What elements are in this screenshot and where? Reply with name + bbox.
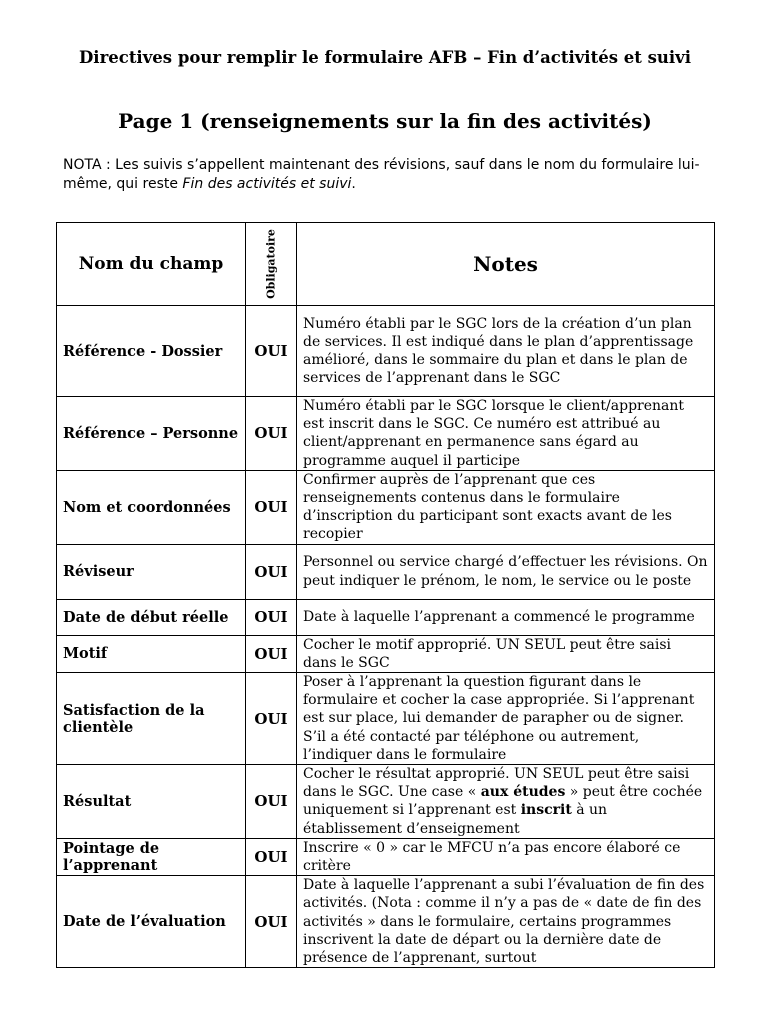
header-field-name: Nom du champ <box>57 223 246 306</box>
field-name: Référence - Dossier <box>57 306 246 397</box>
field-note: Inscrire « 0 » car le MFCU n’a pas encore élaboré ce critère <box>297 838 715 875</box>
field-note: Numéro établi par le SGC lorsque le client/apprenant est inscrit dans le SGC. Ce numéro est attribué au client/apprenant en permanence sans égard au programme auquel il participe <box>297 397 715 471</box>
mandatory-value: OUI <box>246 470 297 544</box>
field-note: Numéro établi par le SGC lors de la création d’un plan de services. Il est indiqué dans le plan d’apprentissage amélioré, dans le sommaire du plan et dans le plan de services de l’apprenant dans le SGC <box>297 306 715 397</box>
note-text: à un établissement d’enseignement <box>303 802 608 837</box>
note-text: Cocher le résultat approprié. UN SEUL peut être saisi dans le SGC. Une case « <box>303 766 690 801</box>
field-note: Personnel ou service chargé d’effectuer les révisions. On peut indiquer le prénom, le nom, le service ou le poste <box>297 544 715 599</box>
document-title: Directives pour remplir le formulaire AFB – Fin d’activités et suivi <box>79 48 691 67</box>
note-text: » peut être cochée uniquement si l’apprenant est <box>303 784 703 819</box>
nota-end: . <box>351 176 356 192</box>
field-name: Satisfaction de la clientèle <box>57 673 246 765</box>
mandatory-value: OUI <box>246 673 297 765</box>
table-row <box>57 838 715 875</box>
field-name: Motif <box>57 635 246 672</box>
field-note <box>297 765 715 839</box>
note-emphasis-etudes: aux études <box>480 784 566 801</box>
table-header-row <box>57 223 715 306</box>
mandatory-value: OUI <box>246 306 297 397</box>
table-row <box>57 599 715 635</box>
mandatory-value: OUI <box>246 635 297 672</box>
field-note: Cocher le motif approprié. UN SEUL peut être saisi dans le SGC <box>297 635 715 672</box>
note-emphasis-inscrit: inscrit <box>520 802 572 819</box>
mandatory-value: OUI <box>246 544 297 599</box>
field-name: Date de l’évaluation <box>57 876 246 968</box>
field-note: Date à laquelle l’apprenant a commencé le programme <box>297 599 715 635</box>
table-row <box>57 544 715 599</box>
table-row <box>57 673 715 765</box>
header-mandatory-label: Obligatoire <box>264 229 278 299</box>
table-row <box>57 765 715 839</box>
mandatory-value: OUI <box>246 599 297 635</box>
field-name: Résultat <box>57 765 246 839</box>
table-row <box>57 397 715 471</box>
table-row <box>57 876 715 968</box>
mandatory-value: OUI <box>246 876 297 968</box>
mandatory-value: OUI <box>246 397 297 471</box>
header-notes: Notes <box>297 223 715 306</box>
nota-text: NOTA : Les suivis s’appellent maintenant des révisions, sauf dans le nom du formulaire lui-même, qui reste <box>63 157 700 192</box>
nota-form-name: Fin des activités et suivi <box>182 176 352 192</box>
mandatory-value: OUI <box>246 838 297 875</box>
field-name: Date de début réelle <box>57 599 246 635</box>
nota-paragraph <box>63 156 713 194</box>
field-name: Nom et coordonnées <box>57 470 246 544</box>
table-row <box>57 635 715 672</box>
table-row <box>57 470 715 544</box>
field-name: Réviseur <box>57 544 246 599</box>
header-mandatory <box>246 223 297 306</box>
field-name: Référence – Personne <box>57 397 246 471</box>
field-name: Pointage de l’apprenant <box>57 838 246 875</box>
field-note: Confirmer auprès de l’apprenant que ces renseignements contenus dans le formulaire d’inscription du participant sont exacts avant de les recopier <box>297 470 715 544</box>
page-subtitle: Page 1 (renseignements sur la fin des activités) <box>118 109 652 133</box>
fields-table <box>56 222 715 968</box>
table-row <box>57 306 715 397</box>
field-note: Poser à l’apprenant la question figurant dans le formulaire et cocher la case appropriée. Si l’apprenant est sur place, lui demander de parapher ou de signer. S’il a été contacté par téléphone ou autrement, l’indiquer dans le formulaire <box>297 673 715 765</box>
field-note: Date à laquelle l’apprenant a subi l’évaluation de fin des activités. (Nota : comme il n’y a pas de « date de fin des activités » dans le formulaire, certains programmes inscrivent la date de départ ou la dernière date de présence de l’apprenant, surtout <box>297 876 715 968</box>
mandatory-value: OUI <box>246 765 297 839</box>
